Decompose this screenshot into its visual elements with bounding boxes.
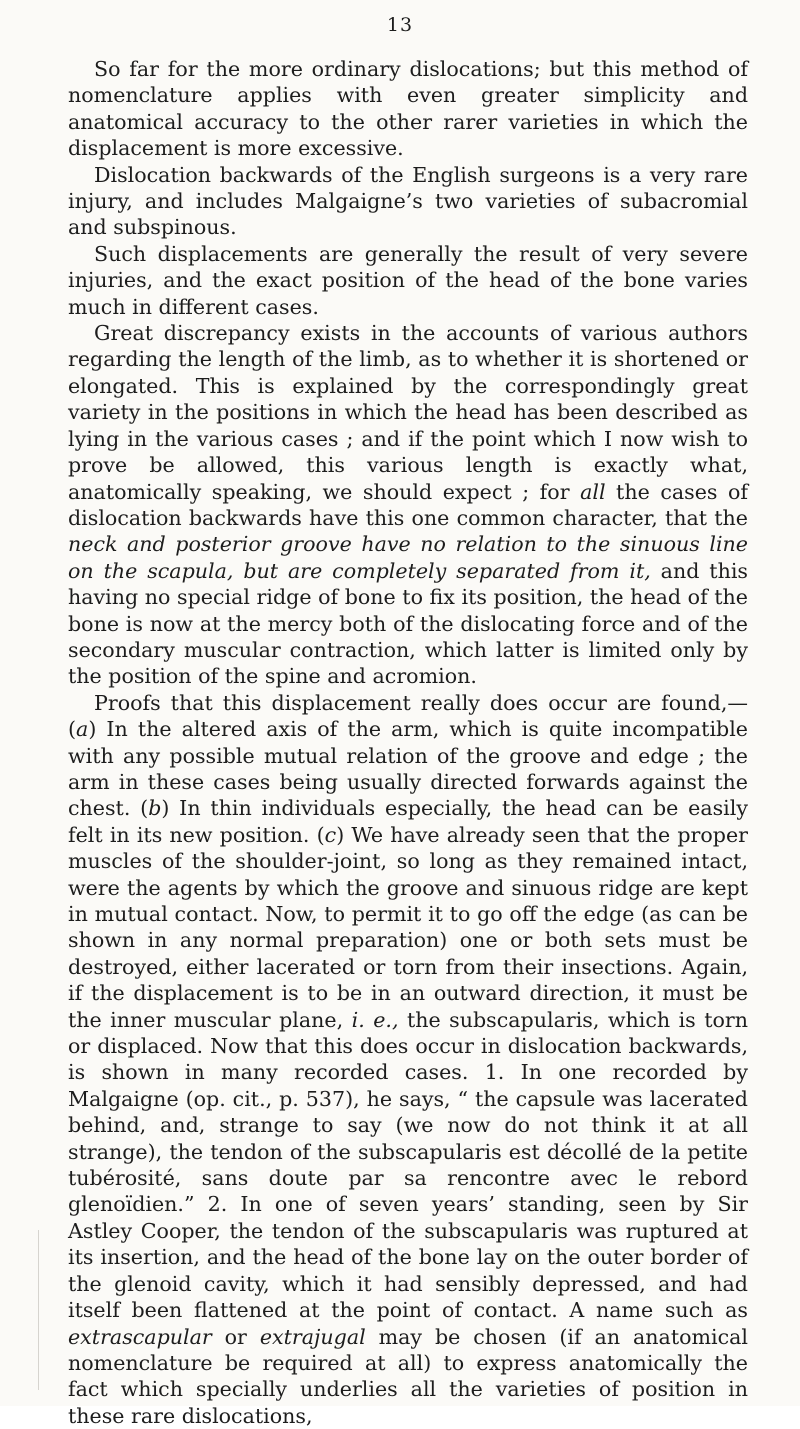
text-run: may be chosen (if an anatomical nomenclature be required at all) to express anatomically the fact which specially underlies all the varieties of position in these rare dislocations, — [68, 1324, 749, 1428]
text-run: or — [211, 1324, 260, 1349]
text-run: and this having no special ridge of bone to fix its position, the head of the bone is now at the mercy both of the dislocating force and of the secondary muscular contraction, which latter is limited only by the position of the spine and acromion. — [68, 558, 748, 689]
paragraph — [68, 320, 748, 690]
binding-edge-mark — [38, 1230, 39, 1390]
italic-run: neck and posterior groove have no relation to the sinuous line on the scapula, but are completely separated from it, — [68, 532, 748, 583]
text-run: the cases of dislocation backwards have this one common character, that the — [68, 479, 749, 530]
italic-run: extrajugal — [259, 1324, 366, 1349]
text-run: ) In the altered axis of the arm, which is quite incompatible with any possible mutual relation of the groove and edge ; the arm in these cases being usually directed forwards against the chest. ( — [68, 717, 748, 821]
text-run: So far for the more ordinary dislocations; but this method of nomenclature applies with even greater simplicity and anatomical accuracy to the other rarer varieties in which the displacement is more excessive. — [68, 57, 748, 161]
body-text — [68, 56, 748, 1429]
paragraph — [68, 56, 748, 162]
text-run: Dislocation backwards of the English surgeons is a very rare injury, and includes Malgaigne’s two varieties of subacromial and subspinous. — [68, 162, 748, 240]
italic-run: c — [324, 822, 337, 847]
italic-run: a — [76, 717, 89, 742]
text-run: Proofs that this displacement really does occur are found,—( — [68, 690, 748, 742]
text-run: Such displacements are generally the result of very severe injuries, and the exact position of the head of the bone varies much in different cases. — [68, 241, 748, 319]
paragraph — [68, 241, 748, 320]
text-run: the subscapularis, which is torn or displaced. Now that this does occur in dislocation backwards, is shown in many recorded cases. 1. In one recorded by Malgaigne (op. cit., p. 537), he says, “ the capsule was lacerated behind, and, strange to say (we now do not think it at all strange), the tendon of the subscapularis est décollé de la petite tubérosité, sans doute par sa rencontre avec le rebord glenoïdien.” 2. In one of seven years’ standing, seen by Sir Astley Cooper, the tendon of the subscapularis was ruptured at its insertion, and the head of the bone lay on the outer border of the glenoid cavity, which it had sensibly depressed, and had itself been flattened at the point of contact. A name such as — [68, 1007, 748, 1323]
page-number: 13 — [386, 14, 414, 36]
italic-run: all — [580, 479, 606, 504]
text-run: Great discrepancy exists in the accounts of various authors regarding the length of the limb, as to whether it is shortened or elongated. This is explained by the correspondingly great variety in the positions in which the head has been described as lying in the various cases ; and if the point which I now wish to prove be allowed, this various length is exactly what, anatomically speaking, we should expect ; for — [68, 321, 748, 504]
italic-run: extrascapular — [68, 1324, 212, 1349]
italic-run: i. e., — [351, 1007, 399, 1032]
paragraph — [68, 162, 748, 241]
italic-run: b — [148, 796, 162, 821]
text-run: ) In thin individuals especially, the head can be easily felt in its new position. ( — [68, 796, 748, 847]
paragraph — [68, 690, 748, 1429]
text-run: ) We have already seen that the proper muscles of the shoulder-joint, so long as they remained intact, were the agents by which the groove and sinuous ridge are kept in mutual contact. Now, to permit it to go off the edge (as can be shown in any normal preparation) one or both sets must be destroyed, either lacerated or torn from their insections. Again, if the displacement is to be in an outward direction, it must be the inner muscular plane, — [68, 822, 748, 1032]
